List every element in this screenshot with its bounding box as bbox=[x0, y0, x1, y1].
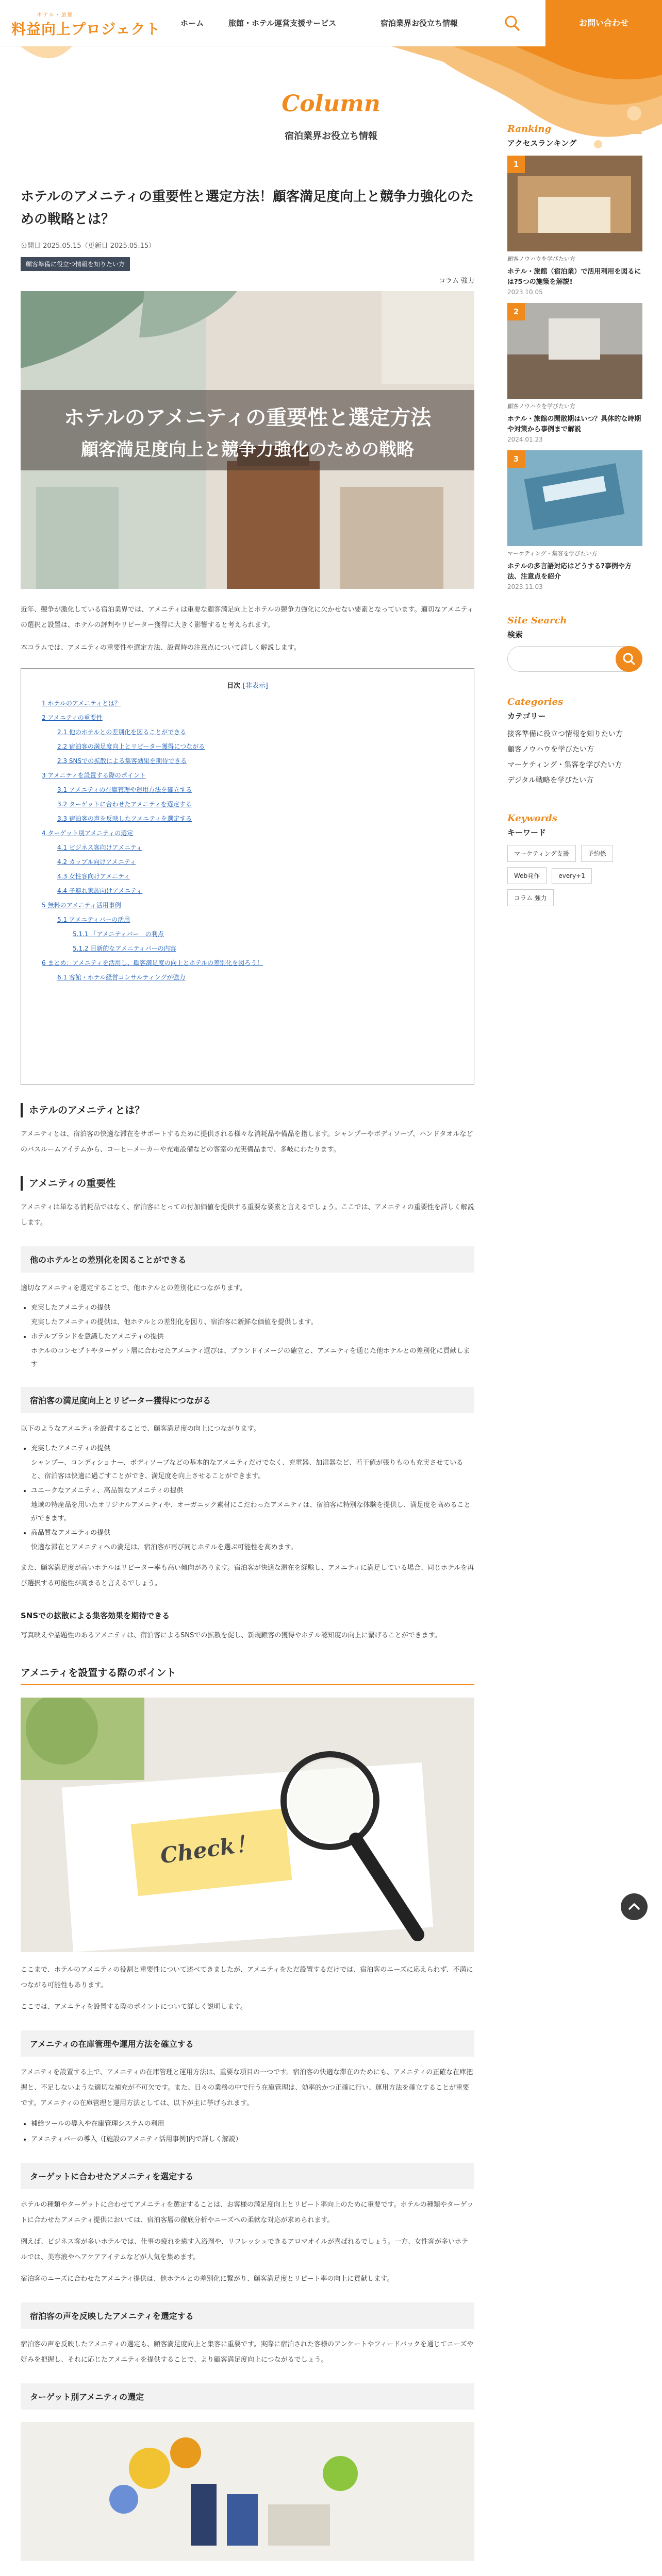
section-heading: アメニティを設置する際のポイント bbox=[21, 1665, 474, 1685]
logo-main-text: 料益向上プロジェクト bbox=[11, 21, 161, 38]
toc-link[interactable]: 4 ターゲット別アメニティの選定 bbox=[42, 829, 134, 837]
category-link[interactable]: デジタル戦略を学びたい方 bbox=[507, 776, 594, 785]
subsection-heading: SNSでの拡散による集客効果を期待できる bbox=[21, 1611, 170, 1620]
nav-column[interactable]: 宿泊業界お役立ち情報 bbox=[380, 19, 458, 28]
toc-link[interactable]: 6.1 客館・ホテル経営コンサルティングが強力 bbox=[57, 974, 186, 981]
section-body: ここでは、アメニティを設置する際のポイントについて詳しく説明します。 bbox=[21, 2003, 247, 2011]
article-main-image bbox=[21, 291, 474, 589]
article-title: ホテルのアメニティの重要性と選定方法！顧客満足度向上と競争力強化のための戦略とは？ bbox=[21, 189, 474, 227]
toc-link[interactable]: 3.2 ターゲットに合わせたアメニティを選定する bbox=[57, 801, 192, 808]
nav-services[interactable]: 旅館・ホテル運営支援サービス bbox=[228, 19, 337, 28]
subsection-heading: 宿泊客の満足度向上とリピーター獲得につながる bbox=[21, 1387, 474, 1413]
hero-subtitle: 宿泊業界お役立ち情報 bbox=[285, 131, 377, 142]
toc-link[interactable]: 1 ホテルのアメニティとは？ bbox=[42, 700, 121, 707]
subsection-body: 適切なアメニティを選定することで、他ホテルとの差別化につながります。 bbox=[21, 1284, 246, 1292]
subsection-heading: 宿泊客の声を反映したアメニティを選定する bbox=[21, 2302, 474, 2329]
subsection-body: 以下のようなアメニティを設置することで、顧客満足度の向上につながります。 bbox=[21, 1425, 260, 1433]
toc-link[interactable]: 2.3 SNSでの拡散による集客効果を期待できる bbox=[57, 757, 187, 765]
ranking-thumbnail[interactable] bbox=[507, 156, 642, 251]
article-dates: 公開日 2025.05.15（更新日 2025.05.15） bbox=[21, 242, 156, 250]
ranking-date: 2024.01.23 bbox=[507, 436, 543, 443]
toc-link[interactable]: 2.2 宿泊客の満足度向上とリピーター獲得につながる bbox=[57, 743, 205, 750]
ranking-item[interactable] bbox=[507, 450, 642, 590]
categories-heading: Categories bbox=[507, 697, 564, 707]
ranking-title[interactable]: ホテルの多言語対応はどうする?事例や方法、注意点を紹介 bbox=[507, 563, 632, 581]
keyword-tag[interactable]: 予約係 bbox=[581, 845, 613, 862]
sidebar-search-input[interactable] bbox=[507, 646, 642, 672]
subsection-body: 宿泊客の声を反映したアメニティの選定も、顧客満足度向上と集客に重要です。実際に宿泊された客様のアンケートやフィードバックを通じてニーズや好みを把握し、それに応じたアメニティを提供することで、より顧客満足度向上につながるでしょう。 bbox=[21, 2341, 474, 2364]
keyword-tag[interactable]: every+1 bbox=[552, 868, 592, 884]
subsection-heading: アメニティの在庫管理や運用方法を確立する bbox=[21, 2030, 474, 2057]
keywords-heading: Keywords bbox=[507, 813, 557, 824]
amenity-products-image bbox=[21, 2422, 474, 2561]
toc-list bbox=[42, 696, 453, 985]
keywords-subheading: キーワード bbox=[507, 828, 547, 837]
list-item bbox=[31, 1329, 474, 1371]
ranking-heading: Ranking bbox=[507, 124, 552, 134]
category-link[interactable]: 顧客ノウハウを学びたい方 bbox=[507, 745, 594, 754]
intro-paragraph-2: 本コラムでは、アメニティの重要性や選定方法、設置時の注意点について詳しく解説します。 bbox=[21, 644, 301, 652]
back-to-top-button[interactable] bbox=[621, 1893, 648, 1920]
subsection-heading: 他のホテルとの差別化を図ることができる bbox=[21, 1246, 474, 1273]
list-item-head: 高品質なアメニティの提供 bbox=[31, 1529, 111, 1537]
category-badge[interactable]: 顧客準備に役立つ情報を知りたい方 bbox=[21, 257, 130, 271]
toc-link[interactable]: 4.2 カップル向けアメニティ bbox=[57, 858, 136, 866]
section-body: アメニティとは、宿泊客の快適な滞在をサポートするために提供される様々な消耗品や備品を指します。シャンプーやボディソープ、ハンドタオルなどのバスルームアイテムから、コーヒーメーカーや充電設備などの客室の充実備品まで、多岐にわたります。 bbox=[21, 1130, 473, 1154]
category-link[interactable]: 接客準備に役立つ情報を知りたい方 bbox=[507, 730, 623, 738]
sidebar bbox=[507, 124, 642, 911]
ranking-category: 顧客ノウハウを学びたい方 bbox=[507, 256, 575, 262]
table-of-contents bbox=[21, 668, 474, 1084]
list-item-head: 充実したアメニティの提供 bbox=[31, 1445, 111, 1452]
article bbox=[21, 185, 474, 2561]
ranking-number: 2 bbox=[507, 303, 525, 320]
ranking-item[interactable] bbox=[507, 303, 642, 443]
sidebar-search-button[interactable] bbox=[616, 646, 642, 672]
toc-link[interactable]: 3.1 アメニティの在庫管理や運用方法を確立する bbox=[57, 786, 192, 793]
toc-link[interactable]: 5 無料のアメニティ活用事例 bbox=[42, 902, 121, 909]
list-item: • 補給ツールの導入や在庫管理システムの利用 bbox=[31, 2116, 474, 2132]
site-header bbox=[0, 0, 662, 46]
bullet-list bbox=[21, 1300, 474, 1371]
list-item-head: ホテルブランドを意識したアメニティの提供 bbox=[31, 1333, 164, 1341]
toc-title: 目次 bbox=[227, 682, 241, 690]
subsection-body: ホテルの種類やターゲットに合わせてアメニティを選定することは、お客様の満足度向上とリピート率向上のために重要です。ホテルの種類やターゲットに合わせたアメニティ提供においては、宿泊客層の徹底分析やニーズへの柔軟な対応が求められます。 bbox=[21, 2201, 474, 2224]
section-body: ここまで、ホテルのアメニティの役割と重要性について述べてきましたが、アメニティをただ設置するだけでは、宿泊客のニーズに応えられず、不満につながる可能性もあります。 bbox=[21, 1966, 473, 1989]
site-search-heading: Site Search bbox=[507, 615, 567, 626]
toc-link[interactable]: 3.3 宿泊客の声を反映したアメニティを選定する bbox=[57, 815, 192, 822]
ranking-subheading: アクセスランキング bbox=[507, 139, 577, 148]
site-logo[interactable] bbox=[11, 10, 161, 39]
image-title-line1: ホテルのアメニティの重要性と選定方法 bbox=[63, 406, 432, 430]
subsection-body: アメニティを設置する上で、アメニティの在庫管理と運用方法は、重要な項目の一つです。宿泊客の快適な滞在のためにも、アメニティの正確な在庫把握と、不足しないような適切な補充が不可欠です。また、日々の業務の中で行う在庫管理は、効率的かつ正確に行い、運用方法を確立することが重要です。アメニティの在庫管理と運用方法としては、以下が主に挙げられます。 bbox=[21, 2069, 473, 2107]
list-item-text: 快適な滞在とアメニティへの満足は、宿泊客が再び同じホテルを選ぶ可能性を高めます。 bbox=[31, 1544, 297, 1551]
image-title-line2: 顧客満足度向上と競争力強化のための戦略 bbox=[81, 439, 414, 460]
section-heading: アメニティの重要性 bbox=[21, 1176, 474, 1191]
ranking-title[interactable]: ホテル・旅館（宿泊業）で活用利用を図るには?5つの施策を解説! bbox=[507, 268, 641, 286]
ranking-thumbnail[interactable] bbox=[507, 303, 642, 399]
subsection-body: 写真映えや話題性のあるアメニティは、宿泊客によるSNSでの拡散を促し、新規顧客の獲得やホテル認知度の向上に繋げることができます。 bbox=[21, 1632, 441, 1639]
keyword-list bbox=[507, 845, 642, 911]
hero-title: Column bbox=[282, 91, 380, 117]
list-item bbox=[31, 1300, 474, 1329]
keyword-tag[interactable]: Web発作 bbox=[507, 867, 547, 884]
category-link[interactable]: マーケティング・集客を学びたい方 bbox=[507, 761, 622, 769]
nav-home[interactable]: ホーム bbox=[180, 19, 204, 28]
products-photo bbox=[21, 2422, 474, 2561]
magnifier-photo bbox=[21, 1698, 474, 1952]
ranking-number: 3 bbox=[507, 450, 525, 468]
logo-small-text: ホテル・旅館 bbox=[37, 12, 74, 18]
toc-link[interactable]: 4.3 女性客向けアメニティ bbox=[57, 873, 130, 880]
toc-link[interactable]: 4.1 ビジネス客向けアメニティ bbox=[57, 844, 142, 851]
categories-subheading: カテゴリー bbox=[507, 711, 546, 721]
ranking-title[interactable]: ホテル・旅館の閑散期はいつ？具体的な時期や対策から事例まで解説 bbox=[507, 415, 641, 433]
toc-link[interactable]: 5.1 アメニティバーの活用 bbox=[57, 916, 130, 923]
toc-toggle[interactable]: [非表示] bbox=[242, 682, 268, 690]
list-item-head: 充実したアメニティの提供 bbox=[31, 1304, 111, 1312]
list-item-text: シャンプー、コンディショナー、ボディソープなどの基本的なアメニティだけでなく、充電器、加湿器など、若干値が張りものも充実させていると、宿泊客は快適に過ごすことができ、満足度を向上させることができます。 bbox=[31, 1459, 464, 1480]
keyword-tag[interactable]: マーケティング支援 bbox=[507, 845, 576, 862]
subsection-body: 例えば、ビジネス客が多いホテルでは、仕事の疲れを癒す入浴剤や、リフレッシュできるアロマオイルが喜ばれるでしょう。一方、女性客が多いホテルでは、美容液やヘアケアアイテムなどが人気を集めます。 bbox=[21, 2238, 469, 2261]
list-item bbox=[31, 1526, 474, 1554]
toc-link[interactable]: 2.1 他のホテルとの差別化を図ることができる bbox=[57, 728, 187, 736]
toc-header bbox=[42, 680, 453, 690]
list-item-text: 地域の特産品を用いたオリジナルアメニティや、オーガニック素材にこだわったアメニティは、宿泊客に特別な体験を提供し、満足度を高めることができます。 bbox=[31, 1501, 471, 1522]
chevron-up-icon bbox=[621, 1893, 648, 1920]
ranking-thumbnail[interactable] bbox=[507, 450, 642, 546]
bullet-list bbox=[21, 2116, 474, 2147]
toc-link[interactable]: 2 アメニティの重要性 bbox=[42, 714, 103, 721]
list-item bbox=[31, 1483, 474, 1526]
site-search-label: 検索 bbox=[507, 630, 523, 639]
check-image bbox=[21, 1698, 474, 1952]
subsection-body: また、顧客満足度が高いホテルはリピーター率も高い傾向があります。宿泊客が快適な滞在を経験し、アメニティに満足している場合、同じホテルを再び選択する可能性が高まると言えるでしょう。 bbox=[21, 1564, 474, 1587]
list-item-text: ホテルのコンセプトやターゲット層に合わせたアメニティ選びは、ブランドイメージの確立と、アメニティを通じた他ホテルとの差別化に貢献します bbox=[31, 1347, 470, 1368]
contact-button[interactable]: お問い合わせ bbox=[545, 0, 662, 46]
bullet-list bbox=[21, 1441, 474, 1554]
subsection-heading: ターゲット別アメニティの選定 bbox=[21, 2383, 474, 2410]
toc-link[interactable]: 4.4 子連れ家族向けアメニティ bbox=[57, 887, 143, 894]
ranking-date: 2023.11.03 bbox=[507, 583, 543, 590]
keyword-tag[interactable]: コラム 強力 bbox=[507, 889, 554, 906]
list-item-head: ユニークなアメニティ、高品質なアメニティの提供 bbox=[31, 1487, 184, 1495]
ranking-date: 2023.10.05 bbox=[507, 289, 543, 296]
subsection-body: 宿泊客のニーズに合わせたアメニティ提供は、他ホテルとの差別化に繋がり、顧客満足度とリピート率の向上に貢献します。 bbox=[21, 2275, 394, 2283]
ranking-item[interactable] bbox=[507, 156, 642, 296]
check-image-text: Check！ bbox=[158, 1830, 258, 1869]
ranking-category: 顧客ノウハウを学びたい方 bbox=[507, 403, 575, 410]
section-heading: ホテルのアメニティとは？ bbox=[21, 1103, 474, 1117]
ranking-number: 1 bbox=[507, 156, 525, 173]
list-item-text: 充実したアメニティの提供は、他ホテルとの差別化を図り、宿泊客に新鮮な価値を提供します。 bbox=[31, 1318, 318, 1326]
toc-link[interactable]: 6 まとめ：アメニティを活用し、顧客満足度の向上とホテルの差別化を図ろう！ bbox=[42, 959, 263, 967]
list-item: • アメニティバーの導入（[施設のアメニティ活用事例]内で詳しく解説） bbox=[31, 2132, 474, 2147]
search-icon bbox=[616, 646, 642, 672]
toc-link[interactable]: 3 アメニティを設置する際のポイント bbox=[42, 772, 146, 779]
toc-link[interactable]: 5.1.1 「アメニティバー」の利点 bbox=[73, 930, 164, 938]
ranking-category: マーケティング・集客を学びたい方 bbox=[507, 550, 598, 557]
list-item bbox=[31, 1441, 474, 1483]
section-body: アメニティは単なる消耗品ではなく、宿泊客にとっての付加価値を提供する重要な要素と言えるでしょう。ここでは、アメニティの重要性を詳しく解説します。 bbox=[21, 1204, 474, 1227]
article-tags[interactable]: コラム 強力 bbox=[438, 277, 474, 285]
search-icon[interactable] bbox=[501, 11, 524, 35]
intro-paragraph-1: 近年、競争が激化している宿泊業界では、アメニティは重要な顧客満足向上とホテルの競争力強化に欠かせない要素となっています。適切なアメニティの選択と設置は、ホテルの評判やリピーター獲得に大きく影響すると考えられます。 bbox=[21, 606, 474, 629]
subsection-heading: ターゲットに合わせたアメニティを選定する bbox=[21, 2163, 474, 2189]
toc-link[interactable]: 5.1.2 目新的なアメニティバーの内容 bbox=[73, 945, 176, 952]
